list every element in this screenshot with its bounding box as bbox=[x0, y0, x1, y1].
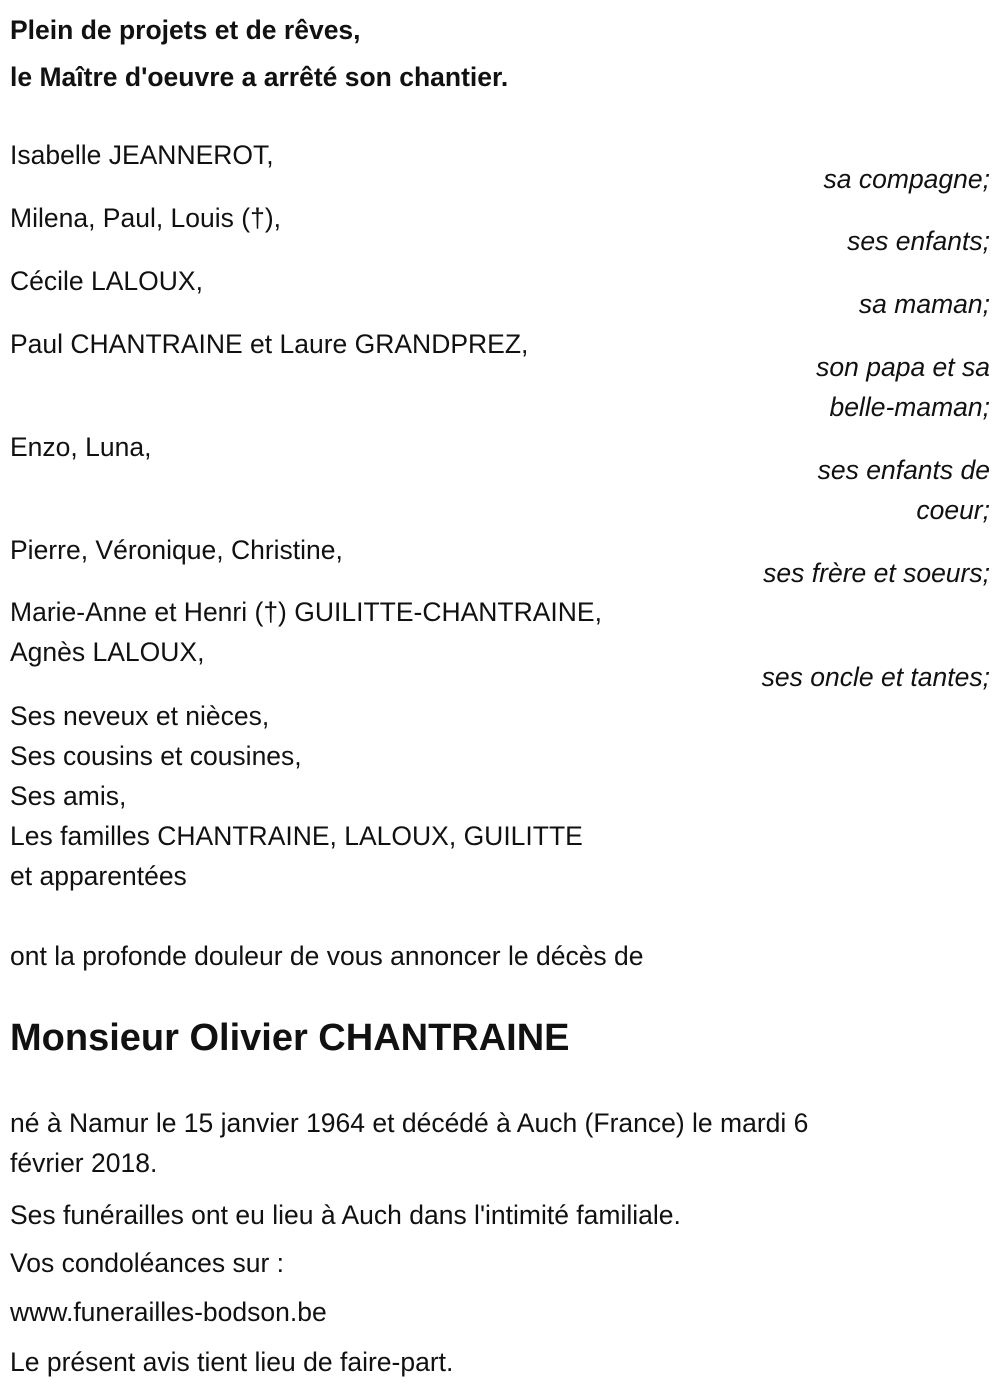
others-line: Ses amis, bbox=[10, 781, 127, 811]
deceased-name: Monsieur Olivier CHANTRAINE bbox=[10, 1017, 570, 1059]
family-names: Agnès LALOUX, bbox=[10, 637, 205, 667]
family-relation: sa maman; bbox=[858, 289, 990, 319]
website-link[interactable]: www.funerailles-bodson.be bbox=[10, 1297, 327, 1327]
others-line: Ses cousins et cousines, bbox=[10, 741, 302, 771]
family-names: Marie-Anne et Henri (†) GUILITTE-CHANTRAINE, bbox=[10, 597, 602, 627]
others-line: Ses neveux et nièces, bbox=[10, 701, 270, 731]
details-line: né à Namur le 15 janvier 1964 et décédé à Auch (France) le mardi 6 bbox=[10, 1108, 809, 1138]
family-relation: coeur; bbox=[916, 495, 990, 525]
family-names: Milena, Paul, Louis (†), bbox=[10, 203, 282, 233]
family-names: Enzo, Luna, bbox=[10, 432, 152, 462]
family-relation: ses enfants; bbox=[847, 226, 990, 256]
family-relation: ses enfants de bbox=[817, 455, 990, 485]
notice: Le présent avis tient lieu de faire-part. bbox=[10, 1347, 454, 1377]
announcement: ont la profonde douleur de vous annoncer le décès de bbox=[10, 941, 644, 971]
others-line: Les familles CHANTRAINE, LALOUX, GUILITTE bbox=[10, 821, 583, 851]
funeral-info: Ses funérailles ont eu lieu à Auch dans l'intimité familiale. bbox=[10, 1200, 681, 1230]
family-relation: sa compagne; bbox=[823, 164, 990, 194]
family-relation: belle-maman; bbox=[829, 392, 990, 422]
family-relation: ses frère et soeurs; bbox=[763, 558, 990, 588]
family-relation: son papa et sa bbox=[816, 352, 990, 382]
details-line: février 2018. bbox=[10, 1148, 158, 1178]
family-names: Cécile LALOUX, bbox=[10, 266, 203, 296]
family-names: Paul CHANTRAINE et Laure GRANDPREZ, bbox=[10, 329, 529, 359]
others-line: et apparentées bbox=[10, 861, 187, 891]
condolences-label: Vos condoléances sur : bbox=[10, 1248, 285, 1278]
intro-line: Plein de projets et de rêves, bbox=[10, 15, 361, 45]
family-names: Isabelle JEANNEROT, bbox=[10, 140, 274, 170]
intro-line: le Maître d'oeuvre a arrêté son chantier. bbox=[10, 62, 509, 92]
family-relation: ses oncle et tantes; bbox=[761, 662, 990, 692]
family-names: Pierre, Véronique, Christine, bbox=[10, 535, 343, 565]
